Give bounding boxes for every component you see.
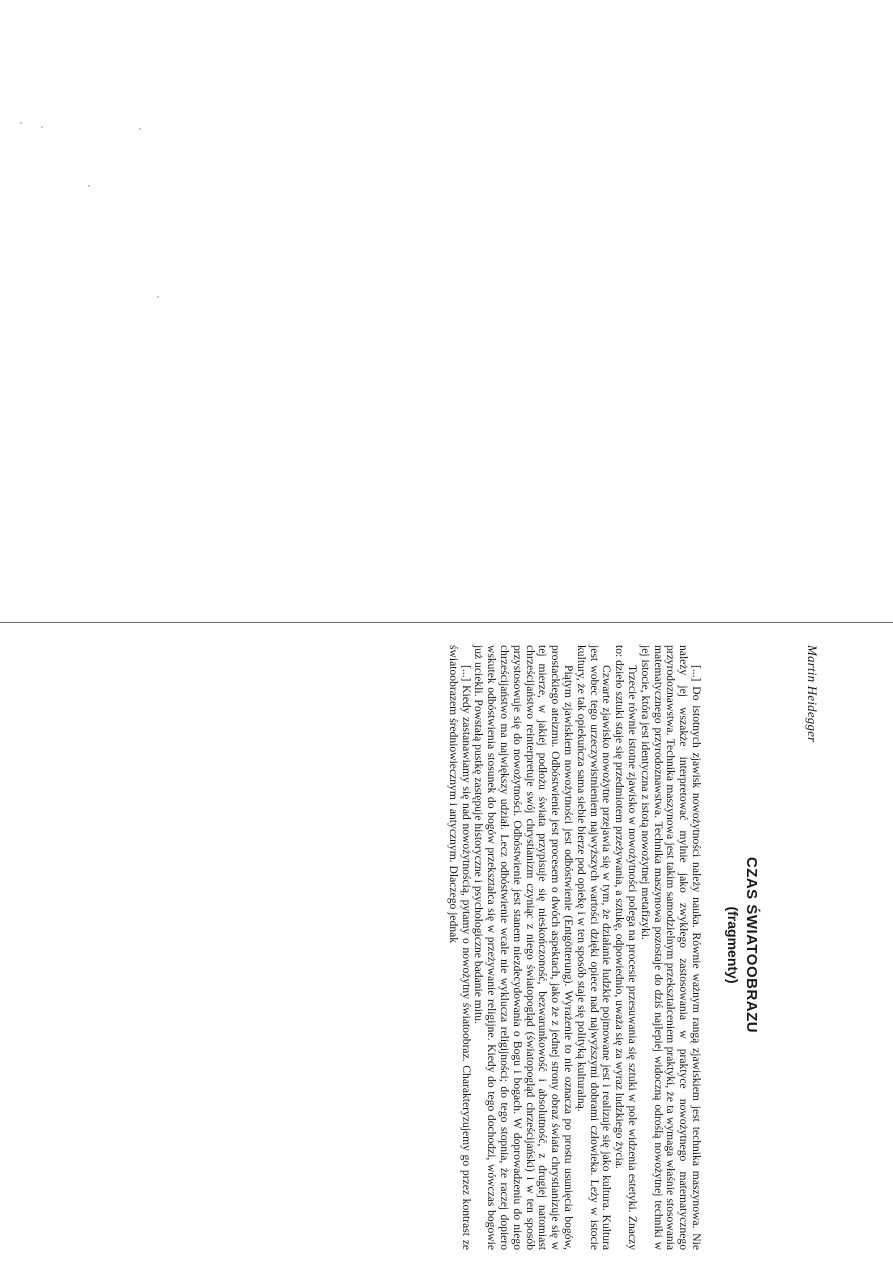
document-title: CZAS ŚWIATOOBRAZU	[743, 856, 760, 1034]
scan-speck	[88, 185, 90, 187]
paragraph: Piątym zjawiskiem nowożytności jest odbóstwienie (Entgötterung). Wyrażenie to nie oznacza po prostu usunięcia bogów, prostackiego ateizmu. Odbóstwienie jest procesem o dwóch aspektach, jako że z jednej strony obraz świata chrystianizuje się w tej mierze, w jakiej podłożu świata przypisuje się nieskończoność, bezwarunkowość i absolutność, z drugiej natomiast chrześcijaństwo reinterpretuje swój chrystianizm czyniąc z niego światopogląd (światopogląd chrześcijański) i w ten sposób przystosowuje się do nowożytności. Odbóstwienie jest stanem niezdecydowania o Bogu i bogach. W doprowadzeniu do niego chrześcijaństwo ma największy udział. Lecz odbóstwienie wcale nie wyklucza religijności; do tego stopnia, że raczej dopiero wskutek odbóstwienia stosunek do bogów przekształca się w przeżywanie religijne. Kiedy do tego dochodzi, wówczas bogowie już uciekli. Powstałą pustkę zastępuje historyczne i psychologiczne badanie mitu.	[472, 645, 576, 1250]
title-block	[724, 635, 760, 1255]
scan-speck	[139, 128, 141, 130]
scan-speck	[20, 122, 22, 124]
paragraph: Trzecie równie istotne zjawisko w nowożytności polega na procesie przesuwania się sztuki w pole widzenia estetyki. Znaczy to: dzieło sztuki staje się przedmiotem przeżywania, a sztukę, odpowiednio, uważa się za wyraz ludzkiego życia.	[613, 645, 640, 1250]
paragraph: [...] Do istotnych zjawisk nowożytności należy nauka. Równie ważnym rangą zjawiskiem jest technika maszynowa. Nie należy jej wszakże interpretować mylnie jako zwykłego zastosowania w praktyce nowożytnego matematycznego przyrodoznawstwa. Technika maszynowa jest takim samodzielnym przekształceniem praktyki, że ta wymaga właśnie stosowania matematycznego przyrodoznawstwa. Technika maszynowa pozostaje do dziś najlepiej widoczną odroślą nowożytnej techniki w jej istocie, która jest identyczna z istotą nowożytnej metafizyki.	[638, 645, 703, 1250]
document-subtitle: (fragmenty)	[725, 906, 741, 984]
body-text	[446, 645, 702, 1250]
page-fold-line	[0, 622, 893, 623]
paragraph: [...] Kiedy zastanawiamy się nad nowożytnością, pytamy o nowożytny światoobraz. Charakteryzujemy go przez kontrast ze światoobrazem średniowiecznym i antycznym. Dlaczego jednak	[446, 645, 473, 1250]
rotated-text-page	[60, 635, 820, 1255]
author-name: Martin Heidegger	[805, 645, 820, 743]
scan-speck	[157, 296, 159, 298]
paragraph: Czwarte zjawisko nowożytne przejawia się w tym, że działanie ludzkie pojmowane jest i realizuje się jako kultura. Kultura jest wobec tego urzeczywistnieniem najwyższych wartości dzięki opiece nad najwyższymi dobrami człowieka. Leży w istocie kultury, że tak opiekuńcza sama siebie bierze pod opiekę i w ten sposób staje się polityką kulturalną.	[574, 645, 614, 1250]
scan-speck	[41, 126, 43, 128]
